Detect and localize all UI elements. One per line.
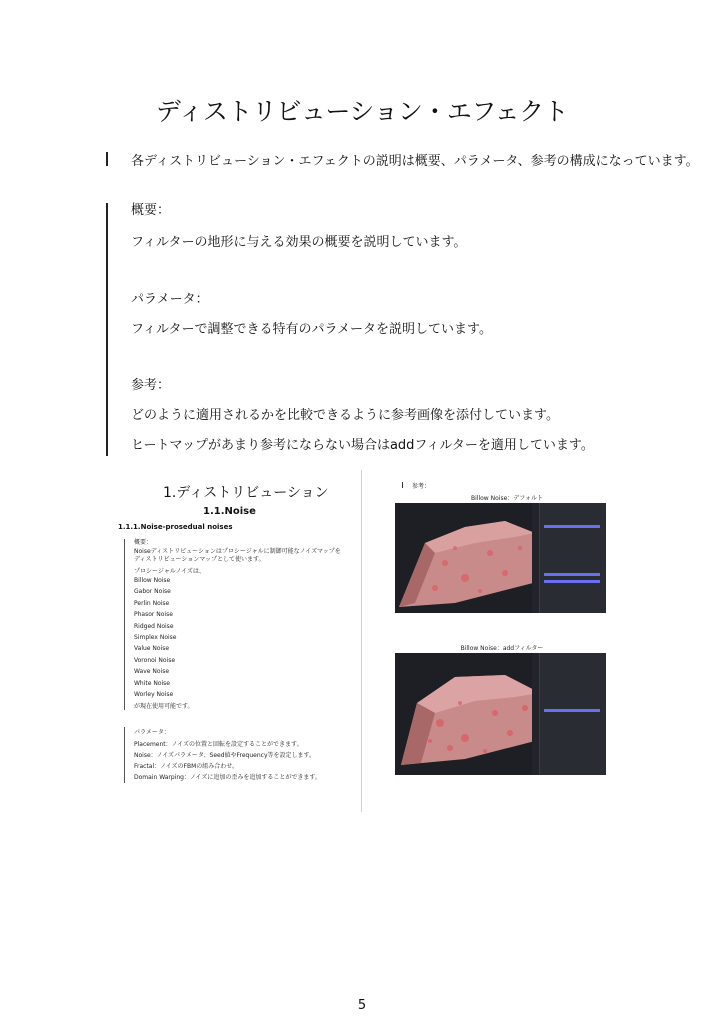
noise-list-item: Phasor Noise: [134, 611, 173, 619]
embedded-noise-intro: プロシージャルノイズは、: [134, 568, 205, 575]
noise-list-item: Simplex Noise: [134, 634, 177, 641]
embedded-section-title: 1.1.Noise: [203, 506, 256, 517]
noise-list-item: Billow Noise: [134, 577, 171, 584]
embedded-overview-desc: Noiseディストリビューションはプロシージャルに制御可能なノイズマップをディストリビューションマップとして使います。: [134, 548, 341, 563]
reference-text-2: ヒートマップがあまり参考にならない場合はaddフィルターを適用しています。: [131, 438, 594, 453]
embedded-noise-outro: が現在使用可能です。: [134, 703, 194, 710]
properties-panel: [539, 503, 606, 613]
noise-list-item: Voronoi Noise: [134, 656, 176, 664]
embedded-param-domain-warping: Domain Warping：ノイズに追加の歪みを追加することができます。: [134, 774, 321, 781]
embedded-param-fractal: Fractal：ノイズのFBMの組み合わせ。: [134, 763, 239, 770]
params-heading: パラメータ：: [131, 292, 209, 307]
reference-heading: 参考：: [131, 378, 171, 393]
screenshot-add-filter: [395, 653, 606, 775]
screenshot-default: [395, 503, 606, 613]
noise-list-item: White Noise: [134, 679, 170, 687]
page-title: ディストリビューション・エフェクト: [155, 97, 569, 126]
embedded-chapter-title: 1.ディストリビューション: [163, 485, 329, 501]
reference-text-1: どのように適用されるかを比較できるように参考画像を添付しています。: [131, 408, 559, 423]
caption-add-filter: Billow Noise：addフィルター: [460, 645, 544, 652]
embedded-overview-marker: [124, 539, 125, 710]
section-marker: [106, 203, 108, 456]
overview-text: フィルターの地形に与える効果の概要を説明しています。: [131, 235, 467, 250]
embedded-param-placement: Placement：ノイズの位置と回転を設定することができます。: [134, 741, 303, 748]
caption-default: Billow Noise：デフォルト: [471, 495, 543, 502]
noise-list-item: Value Noise: [134, 645, 170, 653]
page-number: 5: [357, 998, 367, 1013]
overview-heading: 概要：: [131, 203, 171, 218]
embedded-param-noise: Noise：ノイズパラメータ、Seed値やFrequency等を設定します。: [134, 752, 316, 759]
noise-list-item: Gabor Noise: [134, 588, 171, 596]
intro-marker: [106, 152, 108, 166]
embedded-reference-marker: [402, 482, 403, 488]
embedded-params-marker: [124, 727, 125, 783]
embedded-subsection-title: 1.1.1.Noise-prosedual noises: [118, 523, 233, 531]
noise-list-item: Worley Noise: [134, 691, 174, 698]
embedded-overview-label: 概要：: [134, 539, 153, 546]
noise-list-item: Perlin Noise: [134, 599, 170, 607]
noise-list-item: Wave Noise: [134, 668, 170, 676]
embedded-reference-heading: 参考：: [412, 483, 431, 490]
intro-text: 各ディストリビューション・エフェクトの説明は概要、パラメータ、参考の構成になっています。: [131, 154, 699, 169]
noise-list-item: Ridged Noise: [134, 622, 174, 630]
column-divider: [361, 470, 362, 812]
properties-panel: [539, 653, 606, 775]
params-text: フィルターで調整できる特有のパラメータを説明しています。: [131, 322, 493, 337]
embedded-params-label: パラメータ：: [134, 729, 170, 736]
